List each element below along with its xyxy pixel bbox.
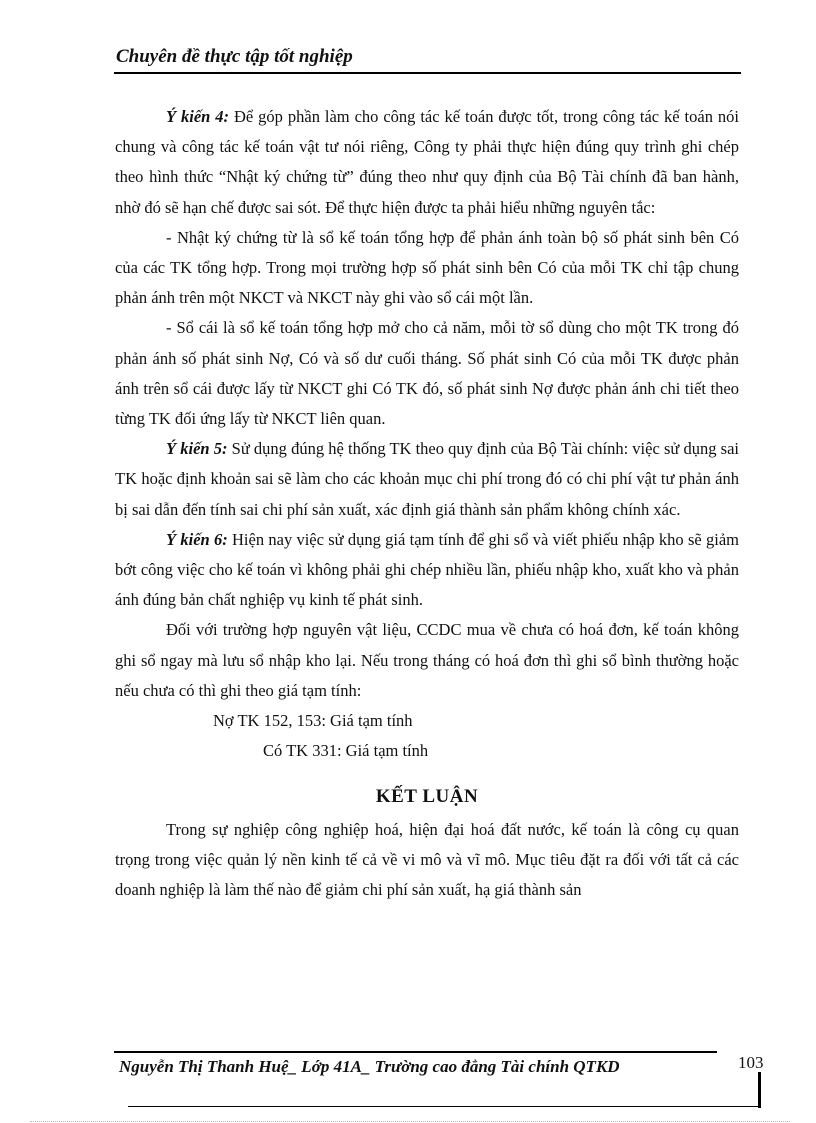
idea-4-label: Ý kiến 4:	[166, 107, 230, 126]
page-bottom-dotted-line	[30, 1121, 790, 1122]
page-border-right	[758, 1072, 761, 1108]
paragraph-idea-4	[115, 102, 739, 223]
idea-4-text: Để góp phần làm cho công tác kế toán được tốt, trong công tác kế toán nói chung và công tác kế toán vật tư nói riêng, Công ty phải thực hiện đúng quy trình ghi chép theo hình thức “Nhật ký chứng từ” đúng theo như quy định của Bộ Tài chính đã ban hành, nhờ đó sẽ hạn chế được sai sót. Để thực hiện được ta phải hiểu những nguyên tắc:	[115, 107, 739, 217]
page-number: 103	[738, 1053, 764, 1072]
header-divider	[114, 72, 741, 74]
paragraph-ledger: - Sổ cái là sổ kế toán tổng hợp mở cho cả năm, mỗi tờ sổ dùng cho một TK trong đó phản ánh số phát sinh Nợ, Có và số dư cuối tháng. Số phát sinh Có của mỗi TK được phản ánh trên sổ cái được lấy từ NKCT ghi Có TK đó, số phát sinh Nợ được phản ánh chi tiết theo từng TK đối ứng lấy từ NKCT liên quan.	[115, 318, 739, 429]
accounting-entry-debit: Nợ TK 152, 153: Giá tạm tính	[213, 711, 413, 731]
paragraph-idea-5	[115, 434, 739, 525]
paragraph-idea-6	[115, 525, 739, 616]
footer-author: Nguyễn Thị Thanh Huệ_ Lớp 41A_ Trường cao đẳng Tài chính QTKD	[119, 1057, 620, 1076]
conclusion-heading: KẾT LUẬN	[375, 786, 479, 808]
idea-5-label: Ý kiến 5:	[166, 439, 228, 459]
paragraph-journal-voucher: - Nhật ký chứng từ là sổ kế toán tổng hợp để phản ánh toàn bộ số phát sinh bên Có của các TK tổng hợp. Trong mọi trường hợp số phát sinh bên Có của mỗi TK chỉ tập chung phản ánh trên một NKCT và NKCT này ghi vào sổ cái một lần.	[115, 227, 739, 308]
paragraph-materials-without-invoice: Đối với trường hợp nguyên vật liệu, CCDC mua về chưa có hoá đơn, kế toán không ghi sổ ngay mà lưu sổ nhập kho lại. Nếu trong tháng có hoá đơn thì ghi sổ bình thường hoặc nếu chưa có thì ghi theo giá tạm tính:	[115, 620, 739, 700]
page-border-bottom	[128, 1106, 761, 1107]
document-body	[115, 102, 739, 905]
accounting-entry-credit: Có TK 331: Giá tạm tính	[263, 741, 429, 761]
idea-6-text: Hiện nay việc sử dụng giá tạm tính để ghi sổ và viết phiếu nhập kho sẽ giảm bớt công việc cho kế toán vì không phải ghi chép nhiều lần, phiếu nhập kho, xuất kho và phản ánh đúng bản chất nghiệp vụ kinh tế phát sinh.	[115, 529, 739, 610]
paragraph-conclusion: Trong sự nghiệp công nghiệp hoá, hiện đại hoá đất nước, kế toán là công cụ quan trọng trong việc quản lý nền kinh tế cả về vi mô và vĩ mô. Mục tiêu đặt ra đối với tất cả các doanh nghiệp là làm thế nào để giảm chi phí sản xuất, hạ giá thành sản	[115, 819, 739, 900]
idea-6-label: Ý kiến 6:	[166, 529, 228, 549]
page-header-title: Chuyên đề thực tập tốt nghiệp	[116, 46, 353, 67]
footer-divider	[114, 1051, 717, 1053]
idea-5-text: Sử dụng đúng hệ thống TK theo quy định của Bộ Tài chính: việc sử dụng sai TK hoặc định khoản sai sẽ làm cho các khoản mục chi phí trong đó có chi phí vật tư phản ánh bị sai dẫn đến tính sai chi phí sản xuất, xác định giá thành sản phẩm không chính xác.	[115, 439, 739, 519]
